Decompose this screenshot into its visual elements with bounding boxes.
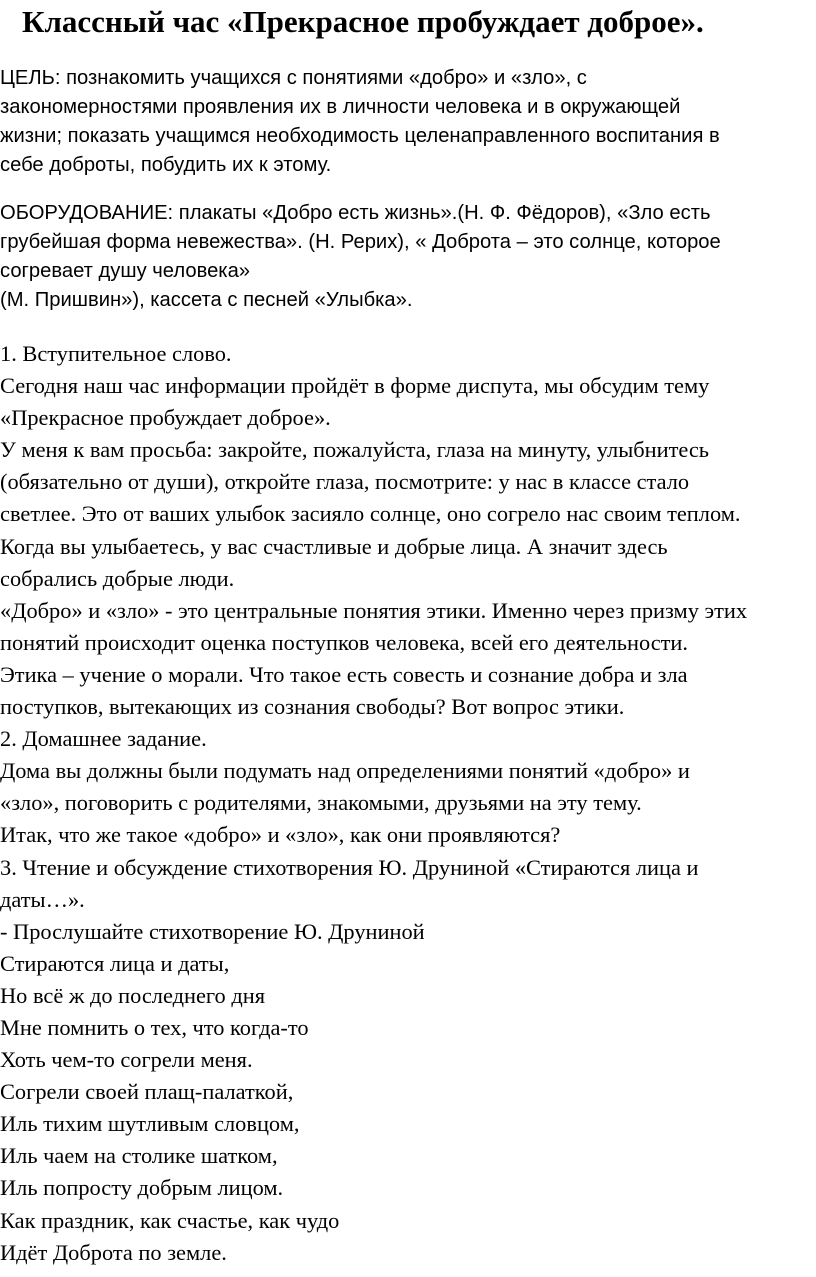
poem-line: Хоть чем-то согрели меня. — [0, 1047, 253, 1073]
intro-section — [0, 64, 816, 334]
equipment-paragraph — [0, 199, 816, 315]
goal-line: себе доброты, побудить их к этому. — [0, 154, 332, 176]
goal-paragraph — [0, 64, 816, 180]
body-line: Когда вы улыбаетесь, у вас счастливые и добрые лица. А значит здесь — [0, 533, 668, 559]
poem-line: Мне помнить о тех, что когда-то — [0, 1014, 309, 1040]
body-line: даты…». — [0, 886, 85, 912]
goal-line: ЦЕЛЬ: познакомить учащихся с понятиями «добро» и «зло», с — [0, 67, 587, 89]
document-title: Классный час «Прекрасное пробуждает доброе». — [22, 4, 704, 39]
body-line: собрались добрые люди. — [0, 565, 235, 591]
body-line: «Добро» и «зло» - это центральные понятия этики. Именно через призму этих — [0, 597, 748, 623]
equipment-line: грубейшая форма невежества». (Н. Рерих), « Доброта – это солнце, которое — [0, 231, 721, 253]
body-line: Итак, что же такое «добро» и «зло», как они проявляются? — [0, 822, 561, 848]
goal-line: жизни; показать учащимся необходимость целенаправленного воспитания в — [0, 125, 720, 147]
poem-line: Но всё ж до последнего дня — [0, 982, 266, 1008]
equipment-line: ОБОРУДОВАНИЕ: плакаты «Добро есть жизнь».(Н. Ф. Фёдоров), «Зло есть — [0, 202, 711, 224]
poem-line: Идёт Доброта по земле. — [0, 1239, 227, 1265]
poem-line: Стираются лица и даты, — [0, 950, 230, 976]
body-line: светлее. Это от ваших улыбок засияло солнце, оно согрело нас своим теплом. — [0, 501, 741, 527]
body-line: (обязательно от души), откройте глаза, посмотрите: у нас в классе стало — [0, 469, 690, 495]
body-line: Сегодня наш час информации пройдёт в форме диспута, мы обсудим тему — [0, 373, 710, 399]
body-line: понятий происходит оценка поступков человека, всей его деятельности. — [0, 629, 688, 655]
poem-line: Иль тихим шутливым словцом, — [0, 1111, 300, 1137]
body-line: У меня к вам просьба: закройте, пожалуйста, глаза на минуту, улыбнитесь — [0, 437, 710, 463]
equipment-line: (М. Пришвин»), кассета с песней «Улыбка». — [0, 289, 413, 311]
poem-line: Иль чаем на столике шатком, — [0, 1143, 278, 1169]
poem-line: Иль попросту добрым лицом. — [0, 1175, 284, 1201]
section-heading-poem: 3. Чтение и обсуждение стихотворения Ю. Друниной «Стираются лица и — [0, 854, 699, 880]
body-line: - Прослушайте стихотворение Ю. Друниной — [0, 918, 425, 944]
section-heading-intro: 1. Вступительное слово. — [0, 341, 232, 366]
equipment-line: согревает душу человека» — [0, 260, 251, 282]
body-line: «зло», поговорить с родителями, знакомыми, друзьями на эту тему. — [0, 790, 642, 816]
body-line: «Прекрасное пробуждает доброе». — [0, 405, 331, 431]
poem-line: Как праздник, как счастье, как чудо — [0, 1207, 340, 1233]
goal-line: закономерностями проявления их в личности человека и в окружающей — [0, 96, 681, 118]
section-heading-homework: 2. Домашнее задание. — [0, 726, 207, 752]
body-line: Этика – учение о морали. Что такое есть совесть и сознание добра и зла — [0, 661, 688, 687]
lesson-body — [0, 338, 816, 1269]
body-line: Дома вы должны были подумать над определениями понятий «добро» и — [0, 758, 690, 784]
body-line: поступков, вытекающих из сознания свободы? Вот вопрос этики. — [0, 694, 625, 720]
poem-line: Согрели своей плащ-палаткой, — [0, 1079, 294, 1105]
